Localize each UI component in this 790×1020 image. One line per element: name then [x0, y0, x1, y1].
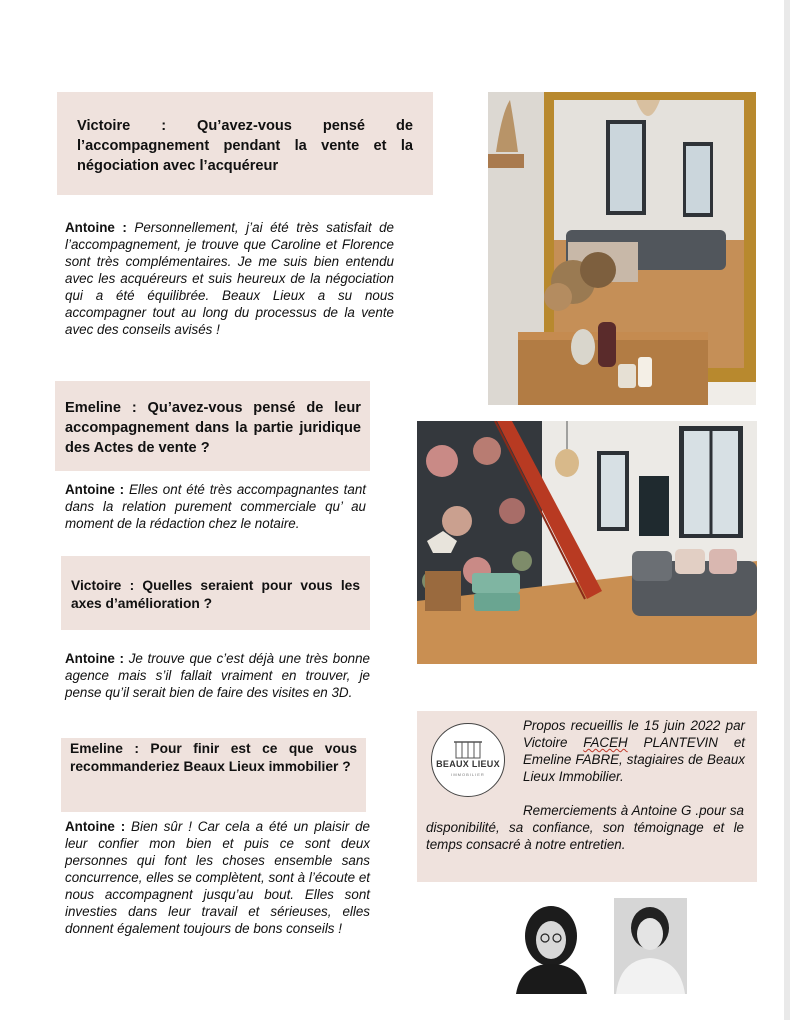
answer-3: [65, 650, 370, 701]
question-box-2: Emeline : Qu’avez-vous pensé de leur accompagnement dans la partie juridique des Actes de vente ?: [55, 381, 370, 471]
answer-speaker: Antoine :: [65, 220, 127, 235]
answer-speaker: Antoine :: [65, 651, 124, 666]
question-box-1: Victoire : Qu’avez-vous pensé de l’accompagnement pendant la vente et la négociation avec l’acquéreur: [57, 92, 433, 195]
answer-speaker: Antoine :: [65, 482, 125, 497]
beaux-lieux-logo: [431, 723, 505, 797]
answer-speaker: Antoine :: [65, 819, 126, 834]
page-edge: [784, 0, 790, 1020]
building-icon: [432, 732, 504, 762]
question-text: Qu’avez-vous pensé de l’accompagnement pendant la vente et la négociation avec l’acquéreur: [77, 118, 413, 174]
question-speaker: Victoire: [77, 118, 131, 134]
info-paragraph-2: Remerciements à Antoine G .pour sa disponibilité, sa confiance, son témoignage et le temps consacré à notre entretien.: [426, 803, 744, 852]
portrait-2: [614, 898, 687, 994]
answer-text: Elles ont été très accompagnantes tant dans la relation purement commerciale qu’ au moment de la rédaction chez le notaire.: [65, 482, 366, 531]
question-text: Pour finir est ce que vous recommanderiez Beaux Lieux immobilier ?: [70, 741, 358, 774]
info-paragraph-1: Propos recueillis le 15 juin 2022 par Victoire FACEH PLANTEVIN et Emeline FABRE, stagiaires de Beaux Lieux Immobilier.: [523, 718, 745, 784]
question-box-3: Victoire : Quelles seraient pour vous les axes d’amélioration ?: [61, 556, 370, 630]
name-faceh: FACEH: [583, 735, 628, 750]
answer-text: Personnellement, j’ai été très satisfait de l’accompagnement, je trouve que Caroline et Florence sont très complémentaires. Je me suis bien entendu avec les acquéreurs et suis heureux de la négociation qui a été équilibrée. Beaux Lieux a su nous accompagner tout au long du processus de la vente avec des conseils avisés !: [65, 220, 394, 337]
logo-sub: IMMOBILIER: [451, 772, 485, 777]
photo-mirror-living-room: [488, 92, 756, 405]
question-text: Quelles seraient pour vous les axes d’amélioration ?: [71, 578, 360, 611]
question-speaker: Emeline: [70, 741, 123, 756]
photo-staircase-living-room: [417, 421, 757, 664]
portrait-1: [511, 898, 592, 994]
question-speaker: Emeline: [65, 400, 121, 416]
answer-text: Bien sûr ! Car cela a été un plaisir de leur confier mon bien et puis ce sont deux personnes qui font les choses ensemble sans concurrence, elles se complètent, sont à l’écoute et nous accompagnent jusqu’au bout. Elles sont investies dans leur travail et sérieuses, elles donnent également toujours de bons conseils !: [65, 819, 370, 936]
question-text: Qu’avez-vous pensé de leur accompagnement dans la partie juridique des Actes de vente ?: [65, 400, 361, 456]
question-speaker: Victoire: [71, 578, 122, 593]
answer-1: [65, 219, 394, 338]
logo-name: BEAUX LIEUX: [436, 759, 500, 769]
answer-4: [65, 818, 370, 937]
question-box-4: Emeline : Pour finir est ce que vous recommanderiez Beaux Lieux immobilier ?: [61, 738, 366, 812]
answer-text: Je trouve que c’est déjà une très bonne agence mais s’il fallait vraiment en trouver, je pense qu’il serait bien de faire des visites en 3D.: [65, 651, 371, 700]
answer-2: [65, 481, 366, 532]
